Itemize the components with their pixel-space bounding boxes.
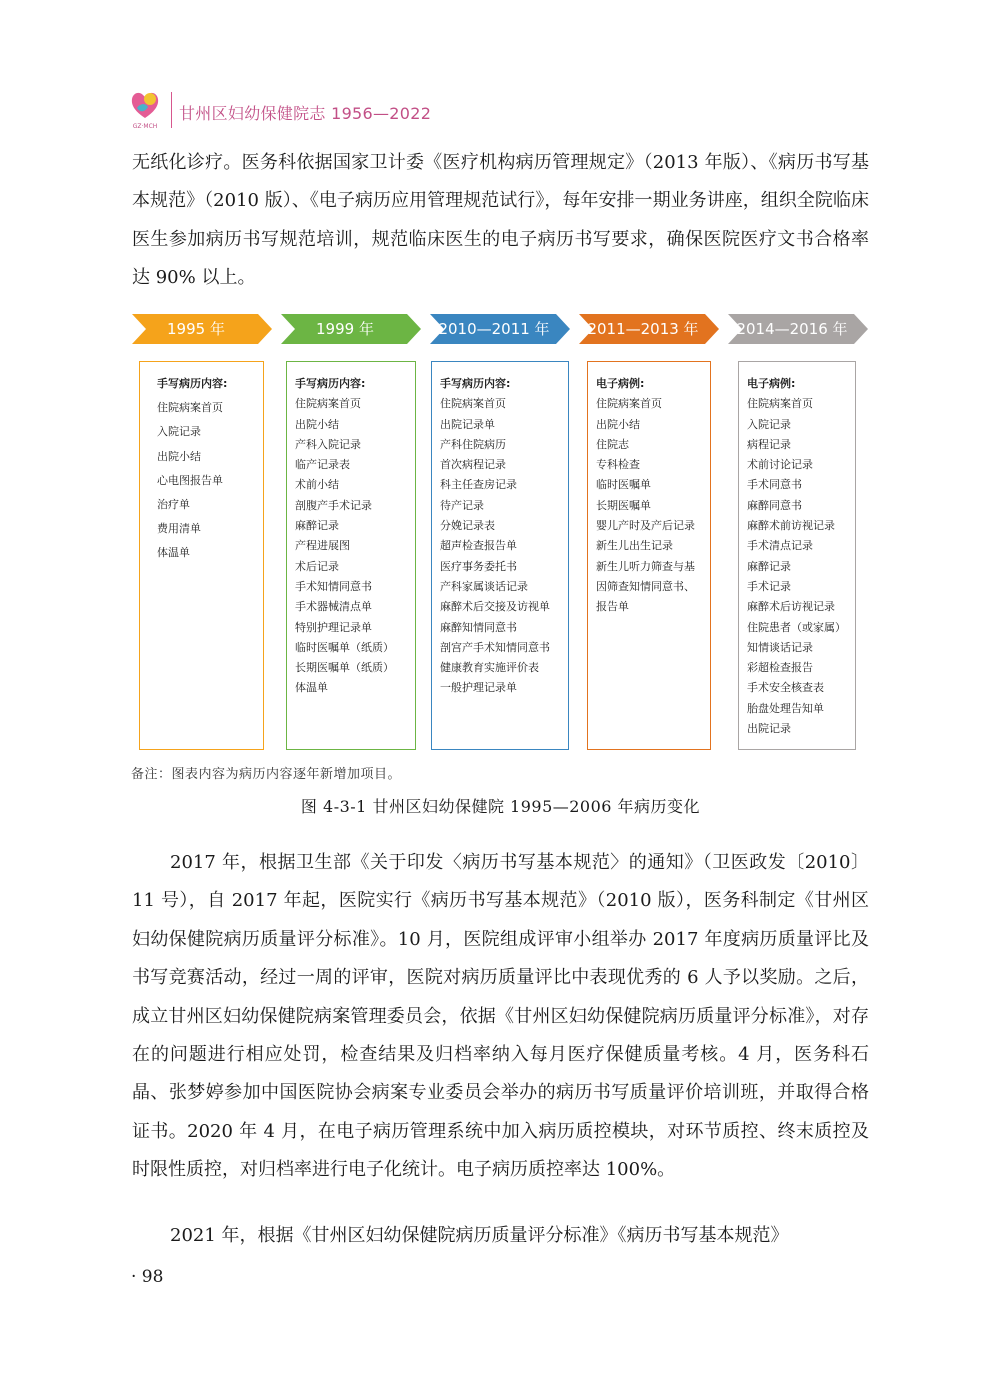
box-heading: 手写病历内容: <box>295 377 366 390</box>
body-paragraph-bottom: 2021 年，根据《甘州区妇幼保健院病历质量评分标准》《病历书写基本规范》 <box>170 1225 789 1246</box>
list-item: 新生儿听力筛查与基 <box>596 559 695 573</box>
timeline-year-label: 1999 年 <box>316 320 374 338</box>
list-item: 产科入院记录 <box>295 437 361 451</box>
box-heading: 手写病历内容: <box>157 377 228 390</box>
figure-note: 备注：图表内容为病历内容逐年新增加项目。 <box>131 767 402 782</box>
running-header-title: 甘州区妇幼保健院志 1956—2022 <box>179 104 432 123</box>
list-item: 新生儿出生记录 <box>596 539 673 553</box>
records-box-1999 <box>286 361 416 750</box>
box-heading: 电子病例: <box>596 377 645 390</box>
list-item: 手术清点记录 <box>747 539 813 553</box>
timeline-year-label: 2011—2013 年 <box>587 320 699 338</box>
list-item: 手术同意书 <box>747 478 802 492</box>
list-item: 剖腹产手术记录 <box>295 498 372 512</box>
list-item: 入院记录 <box>157 425 201 439</box>
list-item: 麻醉知情同意书 <box>440 620 517 634</box>
list-item: 剖宫产手术知情同意书 <box>440 640 550 654</box>
timeline-year-label: 1995 年 <box>167 320 225 338</box>
timeline-arrow-2010-2011 <box>430 314 570 344</box>
list-item: 住院志 <box>596 437 629 451</box>
list-item: 产科住院病历 <box>440 437 506 451</box>
timeline-arrow-2011-2013 <box>579 314 719 344</box>
list-item: 临时医嘱单（纸质） <box>295 640 394 654</box>
list-item: 住院病案首页 <box>295 397 361 411</box>
list-item: 费用清单 <box>157 522 201 536</box>
list-item: 临时医嘱单 <box>596 478 651 492</box>
list-item: 心电图报告单 <box>157 473 223 487</box>
list-item: 健康教育实施评价表 <box>440 661 539 675</box>
list-item: 产科家属谈话记录 <box>440 579 528 593</box>
list-item: 入院记录 <box>747 417 791 431</box>
list-item: 治疗单 <box>157 498 190 512</box>
list-item: 住院病案首页 <box>596 397 662 411</box>
list-item: 婴儿产时及产后记录 <box>596 519 695 533</box>
box-heading: 手写病历内容: <box>440 377 511 390</box>
list-item: 术前讨论记录 <box>747 458 813 472</box>
box-heading: 电子病例: <box>747 377 796 390</box>
list-item: 超声检查报告单 <box>440 539 517 553</box>
records-box-2011-2013 <box>587 361 711 750</box>
list-item: 麻醉术后访视记录 <box>747 600 835 614</box>
records-box-1995 <box>139 361 264 750</box>
list-item: 医疗事务委托书 <box>440 559 517 573</box>
list-item: 报告单 <box>596 600 629 614</box>
list-item: 术前小结 <box>295 478 339 492</box>
list-item: 体温单 <box>157 546 190 560</box>
list-item: 科主任查房记录 <box>440 478 517 492</box>
timeline-year-label: 2010—2011 年 <box>438 320 550 338</box>
timeline-arrow-1995 <box>132 314 272 344</box>
list-item: 麻醉术后交接及访视单 <box>440 600 550 614</box>
list-item: 麻醉术前访视记录 <box>747 519 835 533</box>
list-item: 出院小结 <box>596 417 640 431</box>
list-item: 出院记录 <box>747 722 791 736</box>
list-item: 出院小结 <box>295 417 339 431</box>
list-item: 特别护理记录单 <box>295 620 372 634</box>
records-box-2010-2011 <box>431 361 569 750</box>
list-item: 手术记录 <box>747 579 791 593</box>
list-item: 分娩记录表 <box>440 519 495 533</box>
hospital-logo <box>128 88 162 130</box>
page-number: · 98 <box>131 1267 164 1287</box>
list-item: 知情谈话记录 <box>747 640 813 654</box>
list-item: 长期医嘱单 <box>596 498 651 512</box>
list-item: 麻醉同意书 <box>747 498 802 512</box>
body-paragraph-middle: 2017 年，根据卫生部《关于印发〈病历书写基本规范〉的通知》（卫医政发〔2010〕11 号），自 2017 年起，医院实行《病历书写基本规范》（2010 版），医务科制定《甘州区妇幼保健院病历质量评分标准》。10 月，医院组成评审小组举办 2017 年度病历质量评比及书写竞赛活动，经过一周的评审，医院对病历质量评比中表现优秀的 6 人予以奖励。之后，成立甘州区妇幼保健院病案管理委员会，依据《甘州区妇幼保健院病历质量评分标准》，对存在的问题进行相应处罚，检查结果及归档率纳入每月医疗保健质量考核。4 月，医务科石晶、张梦婷参加中国医院协会病案专业委员会举办的病历书写质量评价培训班，并取得合格证书。2020 年 4 月，在电子病历管理系统中加入病历质控模块，对环节质控、终末质控及时限性质控，对归档率进行电子化统计。电子病历质控率达 100%。 <box>132 852 869 1181</box>
list-item: 住院患者（或家属） <box>747 620 846 634</box>
list-item: 彩超检查报告 <box>747 661 813 675</box>
list-item: 术后记录 <box>295 559 339 573</box>
list-item: 临产记录表 <box>295 458 350 472</box>
list-item: 长期医嘱单（纸质） <box>295 661 394 675</box>
list-item: 因筛查知情同意书、 <box>596 579 695 593</box>
list-item: 一般护理记录单 <box>440 681 517 695</box>
header-divider <box>171 92 172 128</box>
list-item: 体温单 <box>295 681 328 695</box>
list-item: 首次病程记录 <box>440 458 506 472</box>
list-item: 出院记录单 <box>440 417 495 431</box>
list-item: 手术知情同意书 <box>295 579 372 593</box>
list-item: 病程记录 <box>747 437 791 451</box>
list-item: 手术器械清点单 <box>295 600 372 614</box>
list-item: 住院病案首页 <box>747 397 813 411</box>
list-item: 住院病案首页 <box>157 401 223 415</box>
list-item: 待产记录 <box>440 498 484 512</box>
records-box-2014-2016 <box>738 361 856 750</box>
svg-text:GZ·MCH: GZ·MCH <box>132 123 158 130</box>
figure-caption: 图 4-3-1 甘州区妇幼保健院 1995—2006 年病历变化 <box>300 797 701 816</box>
timeline-arrow-2014-2016 <box>728 314 868 344</box>
list-item: 麻醉记录 <box>747 559 791 573</box>
list-item: 胎盘处理告知单 <box>747 701 824 715</box>
list-item: 出院小结 <box>157 449 201 463</box>
list-item: 麻醉记录 <box>295 519 339 533</box>
list-item: 产程进展图 <box>295 539 350 553</box>
list-item: 专科检查 <box>596 458 640 472</box>
body-paragraph-top: 无纸化诊疗。医务科依据国家卫计委《医疗机构病历管理规定》（2013 年版）、《病历书写基本规范》（2010 版）、《电子病历应用管理规范试行》，每年安排一期业务讲座，组织全院临床医生参加病历书写规范培训，规范临床医生的电子病历书写要求，确保医院医疗文书合格率达 90% 以上。 <box>132 152 869 289</box>
list-item: 手术安全核查表 <box>747 681 824 695</box>
list-item: 住院病案首页 <box>440 397 506 411</box>
timeline-year-label: 2014—2016 年 <box>736 320 848 338</box>
timeline-arrow-1999 <box>281 314 421 344</box>
